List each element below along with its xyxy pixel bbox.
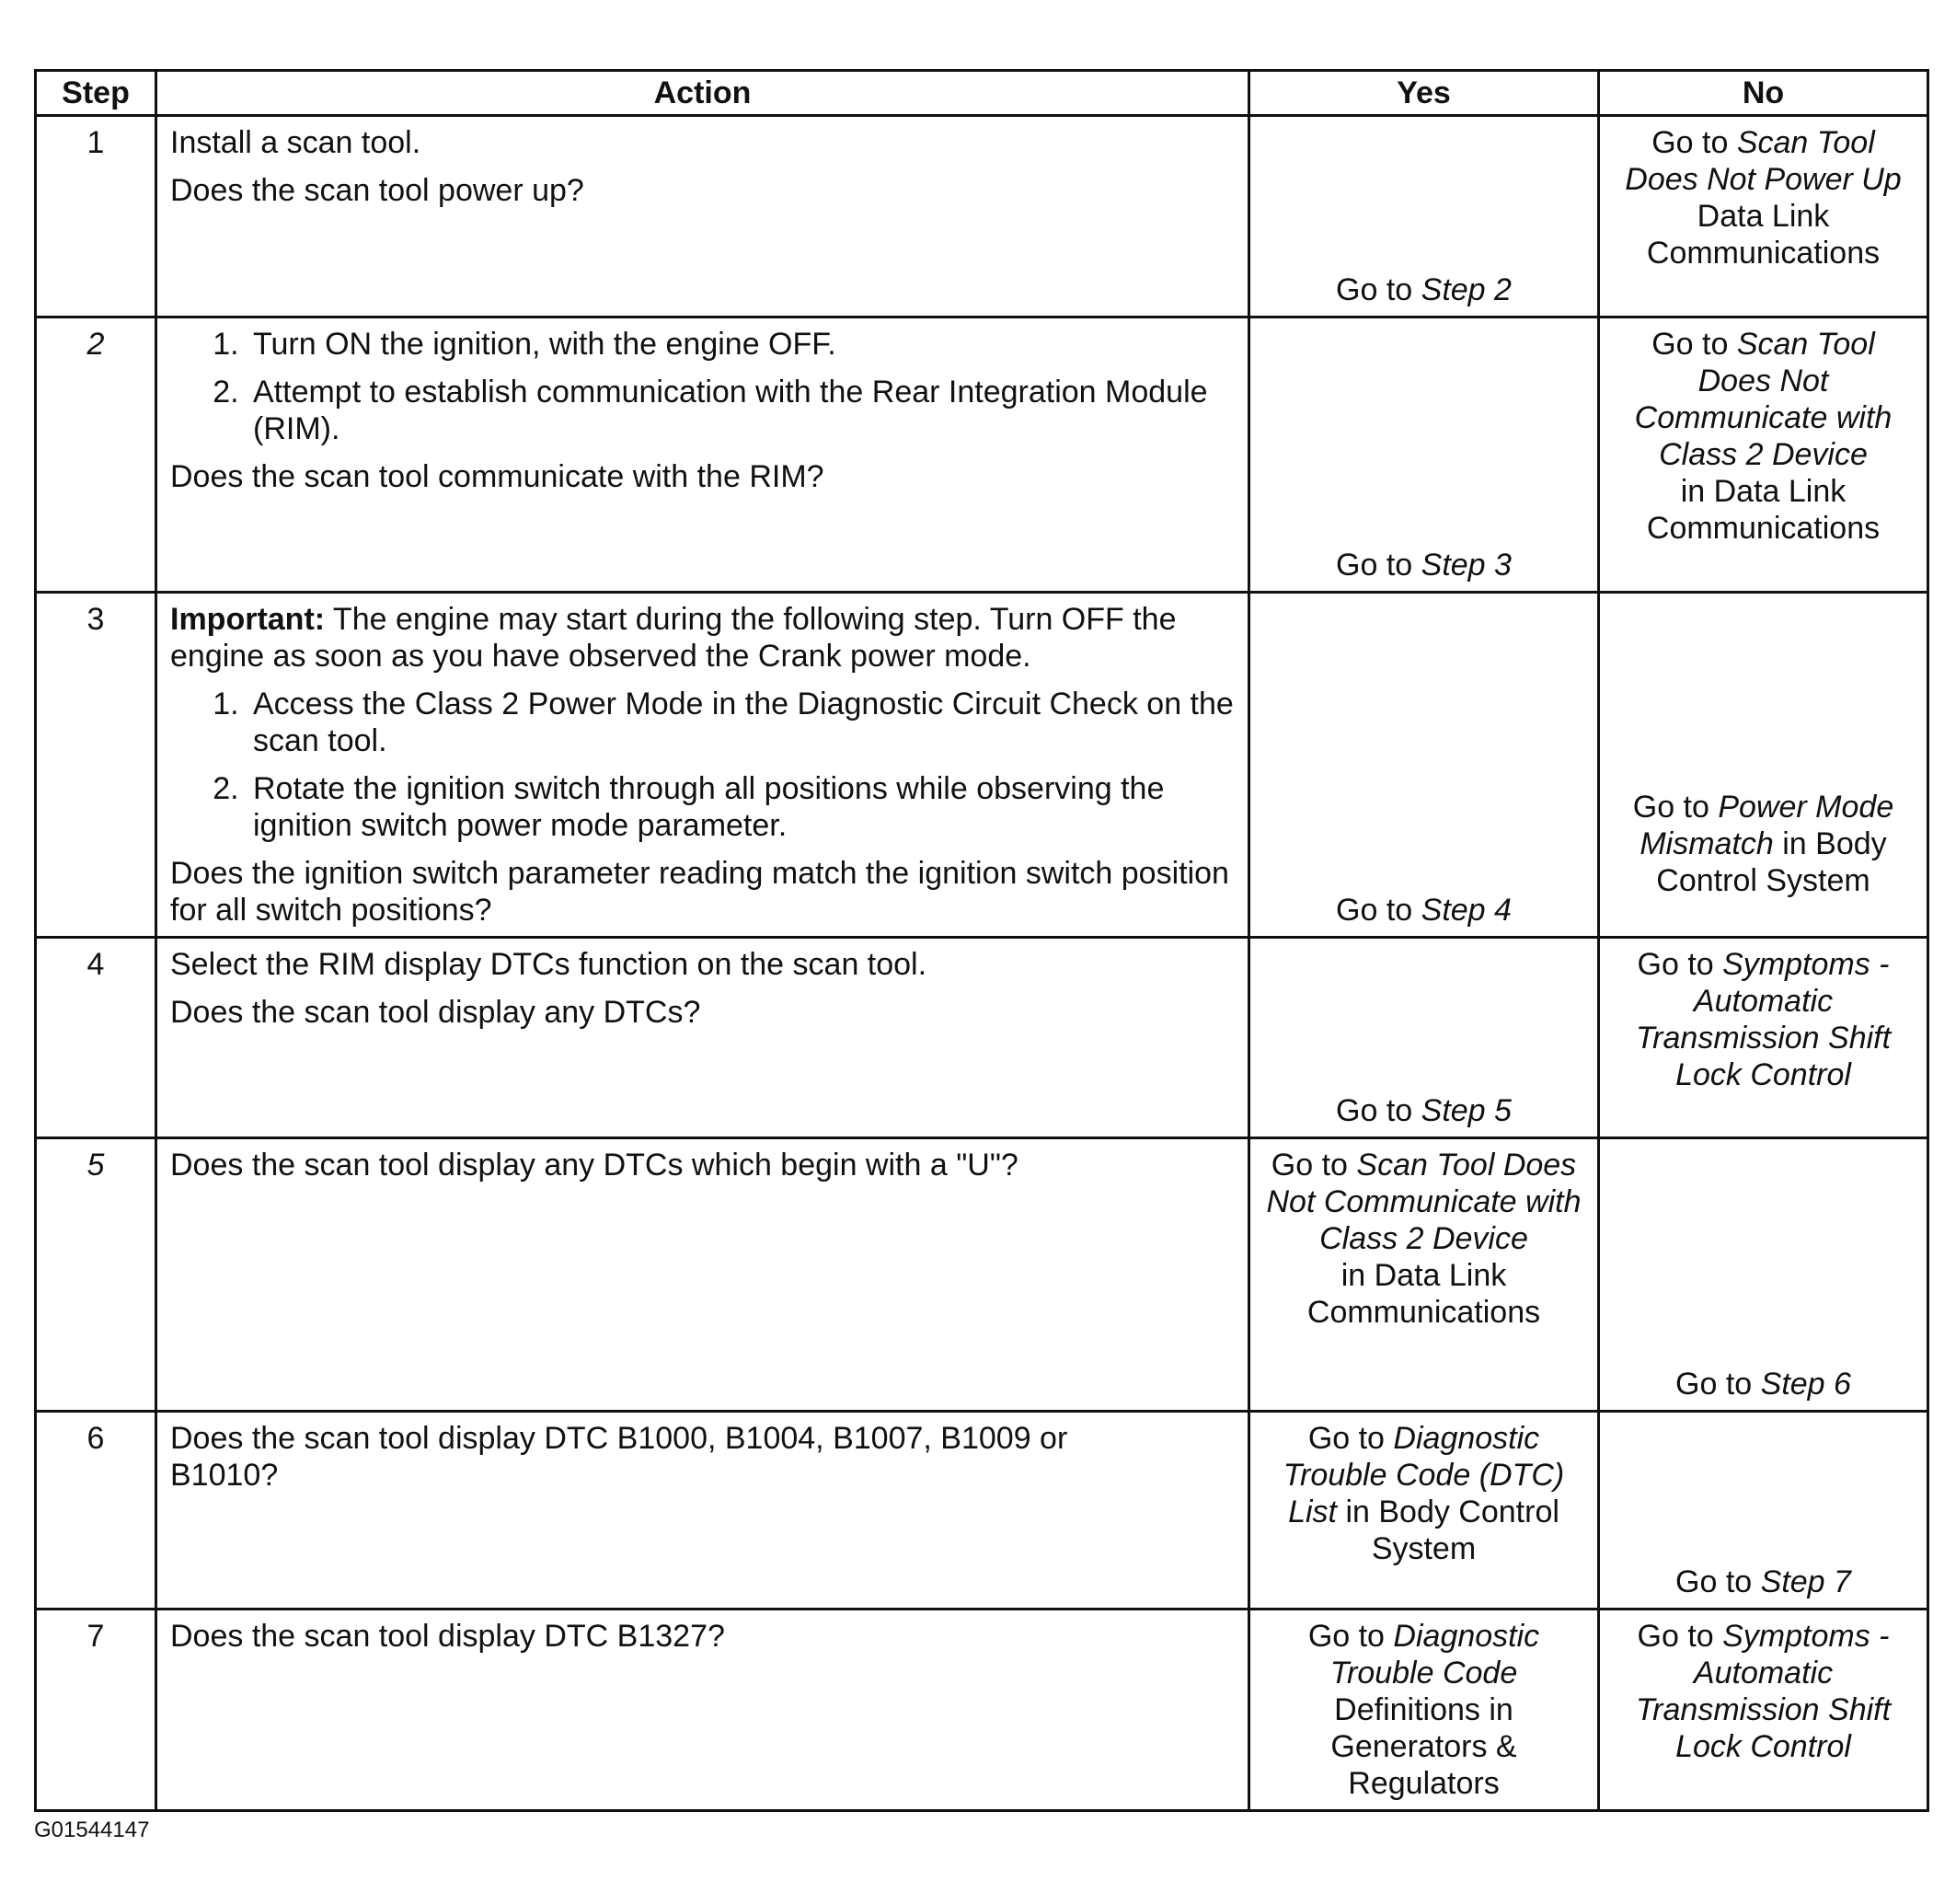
table-row [36,1610,1928,1811]
action-cell [156,1138,1249,1412]
table-header-row [36,71,1928,116]
no-link[interactable]: Step 6 [1760,1367,1851,1402]
yes-location: Definitions in Generators & Regulators [1330,1692,1517,1801]
important-note [170,601,1235,675]
yes-link[interactable]: Diagnostic Trouble Code (DTC) List [1283,1421,1565,1529]
action-question: Does the scan tool power up? [170,173,584,208]
no-text: Go to [1637,947,1723,982]
no-text: Go to [1651,125,1737,160]
yes-text: Go to [1336,272,1421,307]
table-row [36,116,1928,317]
action-cell [156,1610,1249,1811]
action-cell [156,116,1249,317]
yes-link[interactable]: Step 4 [1421,893,1512,928]
no-text: Go to [1651,327,1737,362]
action-question: Does the scan tool display DTC B1327? [170,1619,725,1654]
no-link[interactable]: Step 7 [1760,1564,1851,1599]
action-substep: 2. Rotate the ignition switch through all positions while observing the ignition switch power mode parameter. [247,770,1235,844]
action-cell [156,938,1249,1138]
yes-location: in Body Control System [1337,1494,1559,1566]
yes-location: in Data Link Communications [1306,1258,1541,1330]
no-text: Go to [1637,1619,1723,1654]
step-number: 7 [36,1610,156,1811]
yes-link[interactable]: Step 3 [1421,548,1512,583]
action-question: Does the scan tool display DTC B1000, B1004, B1007, B1009 or B1010? [170,1421,1068,1493]
no-cell [1599,317,1928,593]
yes-cell [1249,938,1599,1138]
step-number: 5 [36,1138,156,1412]
no-text: Go to [1675,1564,1761,1599]
yes-cell [1249,1412,1599,1610]
action-cell [156,593,1249,938]
yes-cell [1249,1138,1599,1412]
no-cell [1599,593,1928,938]
no-link[interactable]: Symptoms - Automatic Transmission Shift Lock Control [1635,1619,1892,1764]
no-location: in Data Link Communications [1646,474,1881,546]
action-substep: 2. Attempt to establish communication with the Rear Integration Module (RIM). [247,374,1235,447]
yes-text: Go to [1307,1421,1394,1456]
step-number: 2 [36,317,156,593]
yes-link[interactable]: Step 2 [1421,272,1512,307]
header-action: Action [156,71,1249,116]
action-substep: 1. Access the Class 2 Power Mode in the Diagnostic Circuit Check on the scan tool. [247,686,1235,759]
table-row [36,317,1928,593]
yes-text: Go to [1271,1148,1357,1183]
action-cell [156,317,1249,593]
no-cell [1599,1610,1928,1811]
yes-link[interactable]: Scan Tool Does Not Communicate with Class 2 Device [1266,1148,1582,1256]
important-text: The engine may start during the following step. Turn OFF the engine as soon as you have observed the Crank power mode. [170,602,1177,674]
step-number: 6 [36,1412,156,1610]
table-row [36,938,1928,1138]
important-label: Important: [170,602,326,637]
yes-text: Go to [1336,548,1421,583]
action-text: Install a scan tool. [170,125,421,160]
table-row [36,593,1928,938]
action-substep: 1. Turn ON the ignition, with the engine OFF. [247,326,1235,363]
yes-text: Go to [1307,1619,1394,1654]
action-text: Select the RIM display DTCs function on the scan tool. [170,947,927,982]
diagnostic-table [34,69,1929,1812]
yes-text: Go to [1336,1093,1421,1128]
no-cell [1599,938,1928,1138]
no-link[interactable]: Power Mode Mismatch [1640,790,1894,861]
yes-text: Go to [1336,893,1421,928]
yes-link[interactable]: Step 5 [1421,1093,1512,1128]
table-row [36,1412,1928,1610]
no-location: Data Link Communications [1646,199,1881,271]
no-text: Go to [1675,1367,1761,1402]
action-cell [156,1412,1249,1610]
header-step: Step [36,71,156,116]
no-link[interactable]: Scan Tool Does Not Power Up [1625,125,1902,197]
yes-cell [1249,317,1599,593]
yes-cell [1249,116,1599,317]
no-cell [1599,116,1928,317]
yes-link[interactable]: Diagnostic Trouble Code [1329,1619,1540,1691]
no-location: in Body Control System [1656,826,1887,898]
step-number: 3 [36,593,156,938]
table-row [36,1138,1928,1412]
no-link[interactable]: Scan Tool Does Not Communicate with Class 2 Device [1634,327,1893,472]
step-number: 4 [36,938,156,1138]
no-cell [1599,1412,1928,1610]
no-text: Go to [1632,790,1719,825]
no-cell [1599,1138,1928,1412]
header-no: No [1599,71,1928,116]
yes-cell [1249,1610,1599,1811]
diagnostic-page [34,69,1927,1812]
header-yes: Yes [1249,71,1599,116]
action-question: Does the ignition switch parameter reading match the ignition switch position for all switch positions? [170,856,1229,928]
figure-id: G01544147 [34,1817,150,1842]
action-question: Does the scan tool display any DTCs which begin with a "U"? [170,1148,1018,1183]
no-link[interactable]: Symptoms - Automatic Transmission Shift Lock Control [1635,947,1892,1092]
action-question: Does the scan tool communicate with the RIM? [170,459,824,494]
step-number: 1 [36,116,156,317]
action-question: Does the scan tool display any DTCs? [170,995,701,1030]
yes-cell [1249,593,1599,938]
